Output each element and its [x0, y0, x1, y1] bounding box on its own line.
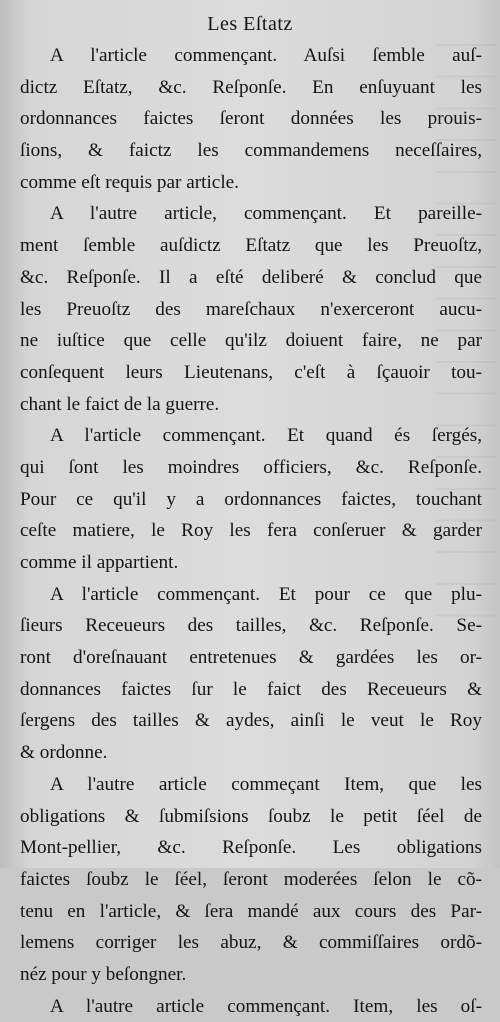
text-line: comme il appartient. [20, 552, 179, 573]
text-line: ſions, & faictz les commandemens neceſſaires, [20, 140, 482, 162]
text-line: ſieurs Receueurs des tailles, &c. Reſponſe. Se- [20, 615, 482, 637]
text-line: A l'autre article, commençant. Et pareille- [50, 203, 482, 225]
text-line: ſergens des tailles & aydes, ainſi le veut le Roy [20, 710, 482, 732]
text-line: ne iuſtice que celle qu'ilz doiuent faire, ne par [20, 330, 482, 352]
text-line: Pour ce qu'il y a ordonnances faictes, touchant [20, 488, 482, 510]
running-head: Les Eſtatz [207, 13, 293, 35]
text-line: comme eſt requis par article. [20, 171, 239, 193]
text-line: ment ſemble auſdictz Eſtatz que les Preuoſtz, [20, 235, 482, 257]
text-line: chant le faict de la guerre. [20, 393, 220, 415]
text-line: A l'autre article commeçant Item, que les [50, 773, 482, 795]
body-text [20, 40, 482, 1022]
text-line: dictz Eſtatz, &c. Reſponſe. En enſuyuant les [20, 76, 482, 98]
text-line: & ordonne. [20, 742, 108, 764]
text-line: ceſte matiere, le Roy les fera conſeruer & garder [20, 520, 482, 542]
text-line: A l'autre article commençant. Item, les oſ- [50, 995, 482, 1017]
text-line: lemens corriger les abuz, & commiſſaires ordõ- [20, 932, 482, 954]
text-line: conſequent leurs Lieutenans, c'eſt à ſçauoir tou- [20, 361, 482, 383]
text-line: A l'article commençant. Et pour ce que plu- [50, 583, 482, 605]
text-line: faictes ſoubz le ſéel, ſeront moderées ſelon le cõ- [20, 868, 482, 890]
text-line: A l'article commençant. Auſsi ſemble auſ- [50, 45, 482, 66]
text-line: néz pour y beſongner. [20, 963, 187, 985]
text-line: ront d'oreſnauant entretenues & gardées les or- [20, 647, 482, 669]
text-line: obligations & ſubmiſsions ſoubz le petit ſéel de [20, 805, 482, 827]
text-line: les Preuoſtz des mareſchaux n'exerceront aucu- [20, 298, 482, 320]
text-line: ordonnances faictes ſeront données les prouis- [20, 108, 482, 130]
text-line: donnances faictes ſur le faict des Receueurs & [20, 678, 482, 700]
text-line: tenu en l'article, & ſera mandé aux cours des Par- [20, 900, 482, 922]
text-line: A l'article commençant. Et quand és ſergés, [50, 425, 482, 447]
text-line: qui ſont les moindres officiers, &c. Reſponſe. [20, 456, 482, 478]
text-line: Mont-pellier, &c. Reſponſe. Les obligations [20, 837, 482, 859]
text-line: &c. Reſponſe. Il a eſté deliberé & conclud que [20, 266, 482, 288]
